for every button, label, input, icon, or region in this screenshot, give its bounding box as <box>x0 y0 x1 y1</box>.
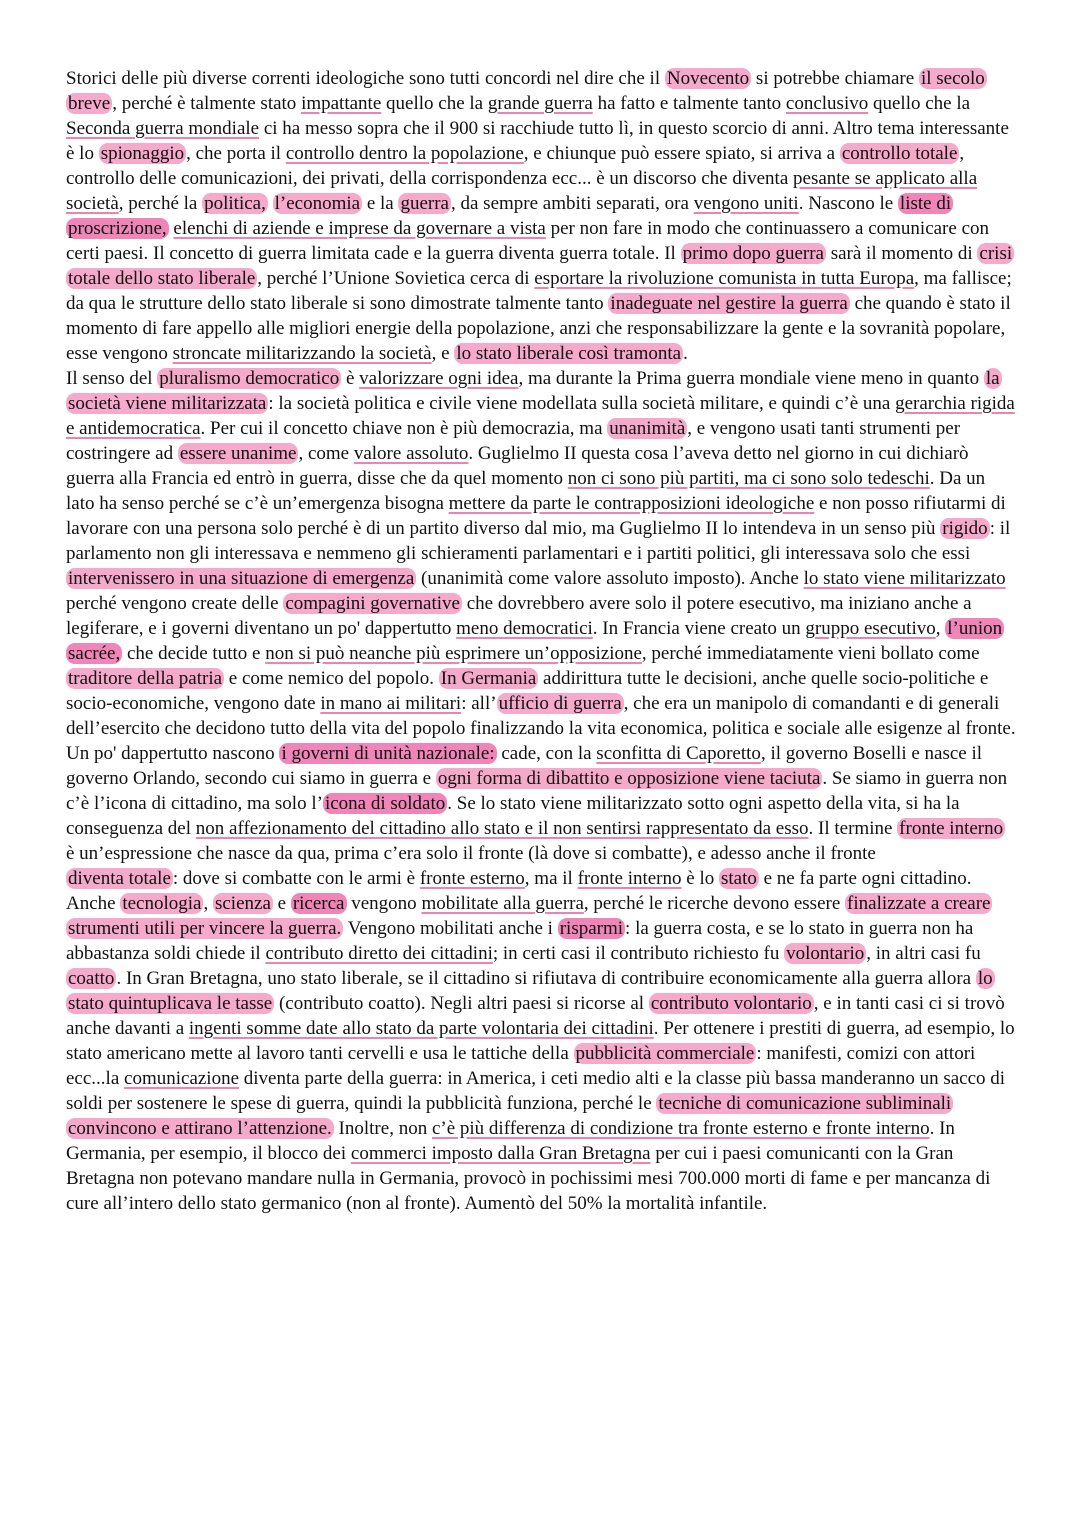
underlined-phrase: contributo diretto dei cittadini <box>265 943 493 964</box>
highlighted-phrase: primo dopo guerra <box>682 243 824 264</box>
text-run: per cui i paesi comunicanti con la Gran Bretagna non potevano mandare nulla in Germania, provocò in pochissimi mesi 700.000 morti di fame e per mancanza di cure all’intero dello stato germanico (non al fronte). Aumentò del 50% la mortalità infantile. <box>66 1143 991 1214</box>
underlined-phrase: vengono uniti <box>693 193 799 214</box>
highlighted-phrase: tecnologia <box>122 893 202 914</box>
underlined-phrase: meno democratici <box>456 618 593 639</box>
underlined-phrase: c’è più differenza di condizione tra fronte esterno e fronte interno <box>431 1118 930 1139</box>
highlighted-phrase: intervenissero in una situazione di emergenza <box>68 568 415 589</box>
underlined-phrase: in mano ai militari <box>320 693 462 714</box>
text-run: , controllo delle comunicazioni, dei privati, della corrispondenza ecc... è un discorso che diventa <box>66 143 965 189</box>
highlighted-phrase: inadeguate nel gestire la guerra <box>610 293 848 314</box>
text-run: , il governo Boselli e nasce il governo Orlando, secondo cui siamo in guerra e <box>66 743 983 789</box>
text-run: . Guglielmo II questa cosa l’aveva detto nel giorno in cui dichiarò guerra alla Francia ed entrò in guerra, disse che da quel momento <box>66 443 969 489</box>
paragraph-pluralismo-democratico <box>66 366 1016 866</box>
text-run: , perché l’Unione Sovietica cerca di <box>257 268 535 289</box>
underlined-phrase: grande guerra <box>487 93 593 114</box>
text-run: , che porta il <box>186 143 286 164</box>
highlighted-phrase: lo stato liberale così tramonta <box>456 343 682 364</box>
text-run: che decide tutto e <box>122 643 266 664</box>
text-run: ; in certi casi il contributo richiesto fu <box>492 943 785 964</box>
text-run: Storici delle più diverse correnti ideologiche sono tutti concordi nel dire che il <box>66 68 665 89</box>
text-run: , e <box>431 343 455 364</box>
underlined-phrase: valorizzare ogni idea <box>359 368 519 389</box>
text-run: ha fatto e talmente tanto <box>592 93 786 114</box>
highlighted-phrase: scienza <box>214 893 271 914</box>
text-run: e come nemico del popolo. <box>224 668 439 689</box>
text-run: , <box>203 893 213 914</box>
highlighted-phrase: guerra <box>400 193 449 214</box>
highlighted-phrase: volontario <box>786 943 865 964</box>
text-run: , e vengono usati tanti strumenti per costringere ad <box>66 418 961 464</box>
text-run: . Per cui il concetto chiave non è più democrazia, ma <box>200 418 608 439</box>
text-run: è <box>341 368 360 389</box>
text-run: (unanimità come valore assoluto imposto). Anche <box>416 568 804 589</box>
highlighted-phrase: fronte interno <box>899 818 1004 839</box>
text-run <box>268 193 273 214</box>
text-run: e non posso rifiutarmi di lavorare con una persona solo perché è di un partito diverso dal mio, ma Guglielmo II lo intendeva in un senso più <box>66 493 1006 539</box>
highlighted-phrase: traditore della patria <box>68 668 223 689</box>
underlined-phrase: valore assoluto <box>353 443 469 464</box>
text-run: . Se siamo in guerra non c’è l’icona di cittadino, ma solo l’ <box>66 768 1008 814</box>
text-run: . Nascono le <box>798 193 898 214</box>
highlighted-phrase: ufficio di guerra <box>498 693 622 714</box>
text-run: . In Gran Bretagna, uno stato liberale, se il cittadino si rifiutava di contribuire economicamente alla guerra allora <box>116 968 976 989</box>
text-run: . <box>683 343 688 364</box>
text-run: per non fare in modo che continuassero a comunicare con certi paesi. Il concetto di guerra limitata cade e la guerra diventa guerra totale. Il <box>66 218 990 264</box>
underlined-phrase: conclusivo <box>785 93 869 114</box>
text-run: che dovrebbero avere solo il potere esecutivo, ma iniziano anche a legiferare, e i governi diventano un po' dappertutto <box>66 593 972 639</box>
underlined-phrase: non ci sono più partiti, ma ci sono solo tedeschi <box>567 468 930 489</box>
text-run: . Per ottenere i prestiti di guerra, ad esempio, lo stato americano mette al lavoro tanti cervelli e usa le tattiche della <box>66 1018 1015 1064</box>
text-run: , perché è talmente stato <box>112 93 302 114</box>
text-run: , ma durante la Prima guerra mondiale viene meno in quanto <box>518 368 984 389</box>
text-run: addirittura tutte le decisioni, anche quelle socio-politiche e socio-economiche, vengono date <box>66 668 989 714</box>
highlighted-phrase: la società viene militarizzata <box>68 368 1000 414</box>
text-run: Il senso del <box>66 368 158 389</box>
text-run: quello che la <box>381 93 488 114</box>
highlighted-phrase: coatto <box>68 968 115 989</box>
text-run: , e in tanti casi ci si trovò anche davanti a <box>66 993 1005 1039</box>
text-run: e la <box>362 193 399 214</box>
highlighted-phrase: stato <box>720 868 757 889</box>
underlined-phrase: elenchi di aziende e imprese da governare a vista <box>173 218 546 239</box>
highlighted-phrase: ogni forma di dibattito e opposizione viene taciuta <box>437 768 821 789</box>
highlighted-phrase: i governi di unità nazionale: <box>281 743 495 764</box>
underlined-phrase: esportare la rivoluzione comunista in tutta Europa <box>534 268 915 289</box>
highlighted-phrase: Novecento <box>666 68 750 89</box>
underlined-phrase: lo stato viene militarizzato <box>803 568 1006 589</box>
highlighted-phrase: pluralismo democratico <box>159 368 340 389</box>
text-run: , <box>935 618 946 639</box>
highlighted-phrase: unanimità <box>609 418 686 439</box>
text-run: , in altri casi fu <box>866 943 981 964</box>
text-run: . In Germania, per esempio, il blocco dei <box>66 1118 955 1164</box>
highlighted-phrase: ricerca <box>292 893 345 914</box>
underlined-phrase: comunicazione <box>124 1068 240 1089</box>
text-run: si potrebbe chiamare <box>751 68 919 89</box>
highlighted-phrase: rigido <box>942 518 988 539</box>
text-run: : manifesti, comizi con attori ecc...la <box>66 1043 976 1089</box>
document-page <box>66 66 1016 1216</box>
text-run: , perché immediatamente vieni bollato come <box>641 643 980 664</box>
highlighted-phrase: l’economia <box>274 193 361 214</box>
text-run: (contributo coatto). Negli altri paesi si ricorse al <box>274 993 649 1014</box>
text-run: , ma il <box>524 868 578 889</box>
text-run: . In Francia viene creato un <box>592 618 806 639</box>
text-run: è lo <box>681 868 719 889</box>
text-run: cade, con la <box>496 743 597 764</box>
underlined-phrase: gruppo esecutivo <box>805 618 936 639</box>
text-run: è un’espressione che nasce da qua, prima c’era solo il fronte (là dove si combatte), e adesso anche il fronte <box>66 843 876 864</box>
text-run: . Se lo stato viene militarizzato sotto ogni aspetto della vita, si ha la conseguenza del <box>66 793 960 839</box>
highlighted-phrase: il secolo breve <box>68 68 985 114</box>
paragraph-secolo-breve <box>66 66 1016 366</box>
text-run: : all’ <box>461 693 497 714</box>
highlighted-phrase: essere unanime <box>179 443 297 464</box>
underlined-phrase: fronte esterno <box>419 868 525 889</box>
underlined-phrase: fronte interno <box>577 868 682 889</box>
text-run: sarà il momento di <box>825 243 978 264</box>
underlined-phrase: non affezionamento del cittadino allo stato e il non sentirsi rappresentato da esso <box>195 818 809 839</box>
highlighted-phrase: controllo totale <box>841 143 958 164</box>
underlined-phrase: impattante <box>301 93 382 114</box>
underlined-phrase: non si può neanche più esprimere un’opposizione <box>265 643 642 664</box>
highlighted-phrase: liste di proscrizione, <box>68 193 952 239</box>
text-run: vengono <box>346 893 422 914</box>
underlined-phrase: Seconda guerra mondiale <box>66 118 260 139</box>
text-run: perché vengono create delle <box>66 593 284 614</box>
text-run: Vengono mobilitati anche i <box>343 918 558 939</box>
text-run: , come <box>298 443 354 464</box>
text-run: , da sempre ambiti separati, ora <box>451 193 694 214</box>
highlighted-phrase: contributo volontario <box>650 993 812 1014</box>
text-run: . Il termine <box>808 818 898 839</box>
text-run: , e chiunque può essere spiato, si arriva a <box>523 143 840 164</box>
underlined-phrase: mettere da parte le contrapposizioni ideologiche <box>448 493 815 514</box>
text-run: , perché le ricerche devono essere <box>583 893 846 914</box>
highlighted-phrase: tecniche di comunicazione subliminali convincono e attirano l’attenzione. <box>68 1093 952 1139</box>
text-run: che quando è stato il momento di fare appello alle migliori energie della popolazione, anzi che responsabilizzare la gente e la sovranità popolare, esse vengono <box>66 293 1011 364</box>
highlighted-phrase: spionaggio <box>100 143 185 164</box>
text-run: : il parlamento non gli interessava e nemmeno gli schieramenti parlamentari e i partiti politici, gli interessava solo che essi <box>66 518 1011 564</box>
text-run: quello che la <box>868 93 971 114</box>
paragraph-fronte-interno <box>66 866 1016 1216</box>
text-run: , perché la <box>118 193 203 214</box>
text-run: ci ha messo sopra che il 900 si racchiude tutto lì, in questo scorcio di anni. Altro tema interessante è lo <box>66 118 1009 164</box>
highlighted-phrase: pubblicità commerciale <box>575 1043 755 1064</box>
highlighted-phrase: finalizzate a creare strumenti utili per vincere la guerra. <box>68 893 991 939</box>
underlined-phrase: mobilitate alla guerra <box>421 893 584 914</box>
highlighted-phrase: l’union sacrée, <box>68 618 1003 664</box>
text-run: . Da un lato ha senso perché se c’è un’emergenza bisogna <box>66 468 986 514</box>
highlighted-phrase: compagini governative <box>285 593 460 614</box>
underlined-phrase: stroncate militarizzando la società <box>172 343 432 364</box>
underlined-phrase: sconfitta di Caporetto <box>596 743 761 764</box>
text-run: : la società politica e civile viene modellata sulla società militare, e quindi c’è una <box>268 393 896 414</box>
highlighted-phrase: politica, <box>204 193 266 214</box>
underlined-phrase: commerci imposto dalla Gran Bretagna <box>350 1143 651 1164</box>
text-run: e <box>272 893 291 914</box>
text-run: , che era un manipolo di comandanti e di generali dell’esercito che decidono tutto della vita del popolo finalizzando la vita economica, politica e sociale alle esigenze al fronte. Un po' dappertutto nascono <box>66 693 1016 764</box>
text-run: e ne fa parte ogni cittadino. Anche <box>66 868 972 914</box>
underlined-phrase: ingenti somme date allo stato da parte volontaria dei cittadini <box>188 1018 654 1039</box>
text-run: Inoltre, non <box>333 1118 432 1139</box>
highlighted-phrase: risparmi <box>559 918 624 939</box>
text-run: : la guerra costa, e se lo stato in guerra non ha abbastanza soldi chiede il <box>66 918 974 964</box>
underlined-phrase: controllo dentro la popolazione <box>285 143 524 164</box>
highlighted-phrase: In Germania <box>440 668 537 689</box>
highlighted-phrase: lo stato quintuplicava le tasse <box>68 968 993 1014</box>
text-run: diventa parte della guerra: in America, i ceti medio alti e la classe più bassa manderanno un sacco di soldi per sostenere le spese di guerra, quindi la pubblicità funziona, perché le <box>66 1068 1006 1114</box>
highlighted-phrase: icona di soldato <box>324 793 446 814</box>
highlighted-phrase: crisi totale dello stato liberale <box>68 243 1013 289</box>
underlined-phrase: pesante se applicato alla società <box>66 168 978 214</box>
text-run: : dove si combatte con le armi è <box>172 868 420 889</box>
underlined-phrase: gerarchia rigida e antidemocratica <box>66 393 1015 439</box>
highlighted-phrase: diventa totale <box>68 868 171 889</box>
text-run: , ma fallisce; da qua le strutture dello stato liberale si sono dimostrate talmente tanto <box>66 268 1012 314</box>
